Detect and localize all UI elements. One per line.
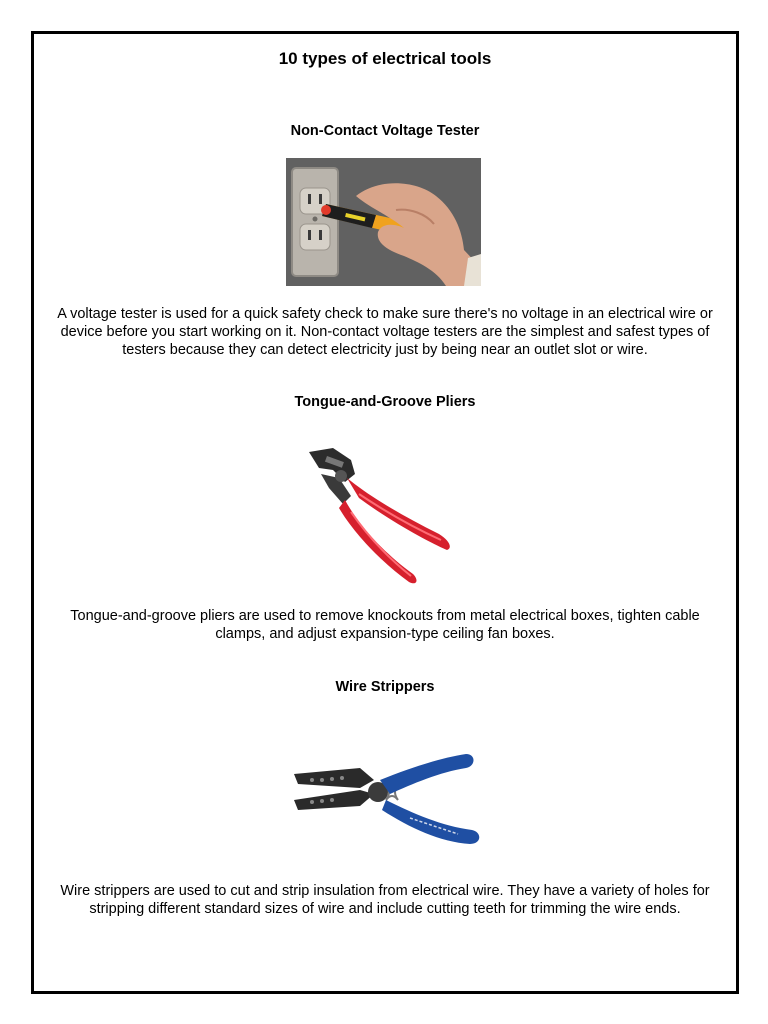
section-heading-voltage-tester: Non-Contact Voltage Tester xyxy=(290,123,480,139)
section-description-wire-strippers: Wire strippers are used to cut and strip insulation from electrical wire. They have a variety of holes for stripping different standard sizes of wire and include cutting teeth for trimming the wire ends. xyxy=(60,883,710,917)
wire-strippers-photo xyxy=(290,714,480,864)
section-heading-pliers: Tongue-and-Groove Pliers xyxy=(294,394,476,410)
voltage-tester-photo xyxy=(286,158,481,286)
document-title: 10 types of electrical tools xyxy=(278,49,492,68)
section-description-voltage-tester: A voltage tester is used for a quick safety check to make sure there's no voltage in an electrical wire or device before you start working on it. Non-contact voltage testers are the simplest and safest types of testers because they can detect electricity just by being near an outlet slot or wire. xyxy=(57,306,713,358)
pliers-photo xyxy=(289,434,469,584)
section-heading-wire-strippers: Wire Strippers xyxy=(335,679,435,695)
document-page xyxy=(31,31,739,994)
section-description-pliers: Tongue-and-groove pliers are used to remove knockouts from metal electrical boxes, tighten cable clamps, and adjust expansion-type ceiling fan boxes. xyxy=(70,608,700,642)
